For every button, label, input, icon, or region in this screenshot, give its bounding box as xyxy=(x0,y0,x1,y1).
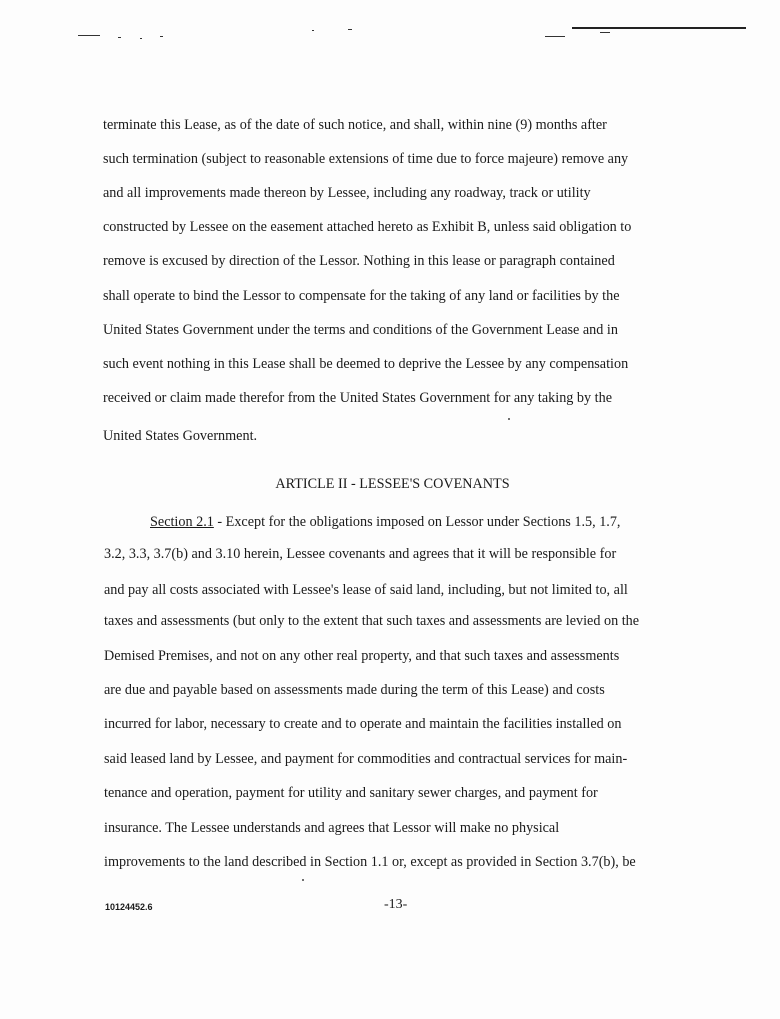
scan-artifact-bar xyxy=(572,27,746,29)
scan-artifact xyxy=(312,30,314,31)
article-heading xyxy=(0,476,780,492)
text-line: terminate this Lease, as of the date of such notice, and shall, within nine (9) months after xyxy=(103,117,607,133)
footer-document-id: 10124452.6 xyxy=(105,902,153,912)
text-line: said leased land by Lessee, and payment for commodities and contractual services for main- xyxy=(104,751,628,767)
text-line: shall operate to bind the Lessor to compensate for the taking of any land or facilities by the xyxy=(103,288,620,304)
text-line: 3.2, 3.3, 3.7(b) and 3.10 herein, Lessee covenants and agrees that it will be responsible for xyxy=(104,546,617,562)
text-line: Demised Premises, and not on any other real property, and that such taxes and assessments xyxy=(104,648,620,664)
text-line: remove is excused by direction of the Lessor. Nothing in this lease or paragraph contained xyxy=(103,253,615,269)
scan-artifact xyxy=(140,38,142,39)
page-number: -13- xyxy=(384,897,408,912)
text-line: taxes and assessments (but only to the extent that such taxes and assessments are levied on the xyxy=(104,613,640,629)
text-line: and all improvements made thereon by Lessee, including any roadway, track or utility xyxy=(103,185,591,201)
scan-artifact xyxy=(118,37,121,38)
scan-artifact xyxy=(600,32,610,33)
text-line: received or claim made therefor from the United States Government for any taking by the xyxy=(103,390,612,406)
text-line: are due and payable based on assessments made during the term of this Lease) and costs xyxy=(104,682,605,698)
text-line: United States Government. xyxy=(103,428,258,444)
text-line: constructed by Lessee on the easement attached hereto as Exhibit B, unless said obligation to xyxy=(103,219,632,235)
section-first-line-text: - Except for the obligations imposed on Lessor under Sections 1.5, 1.7, xyxy=(213,514,621,530)
section-first-line xyxy=(150,514,620,530)
section-label: Section 2.1 xyxy=(150,514,214,530)
text-line: such termination (subject to reasonable extensions of time due to force majeure) remove any xyxy=(103,151,629,167)
text-line: improvements to the land described in Section 1.1 or, except as provided in Section 3.7(b), be xyxy=(104,854,636,870)
scan-artifact xyxy=(78,35,100,36)
text-line: insurance. The Lessee understands and agrees that Lessor will make no physical xyxy=(104,820,560,836)
scan-artifact xyxy=(545,36,565,37)
scan-artifact xyxy=(160,36,163,37)
text-line: and pay all costs associated with Lessee's lease of said land, including, but not limited to, all xyxy=(104,582,628,598)
text-line: tenance and operation, payment for utility and sanitary sewer charges, and payment for xyxy=(104,785,598,801)
text-line: such event nothing in this Lease shall be deemed to deprive the Lessee by any compensation xyxy=(103,356,629,372)
article-heading-text: ARTICLE II - LESSEE'S COVENANTS xyxy=(275,476,510,492)
text-line: incurred for labor, necessary to create and to operate and maintain the facilities installed on xyxy=(104,716,622,732)
text-line: United States Government under the terms and conditions of the Government Lease and in xyxy=(103,322,618,338)
scan-artifact xyxy=(348,29,352,30)
scan-artifact xyxy=(508,418,510,420)
scan-artifact xyxy=(302,879,304,881)
